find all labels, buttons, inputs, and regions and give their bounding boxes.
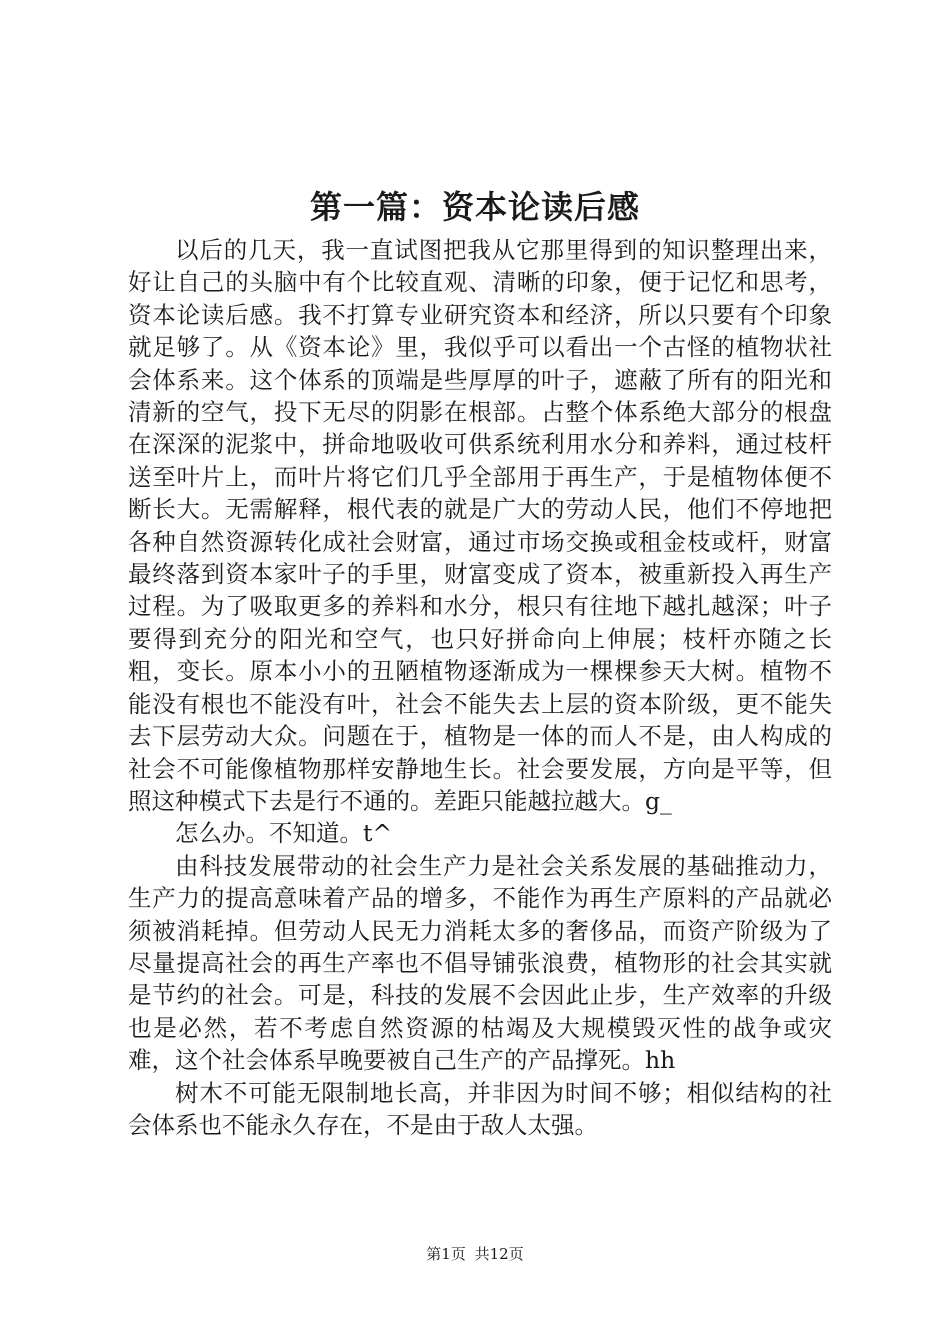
page-footer: [0, 1244, 950, 1264]
paragraph: 由科技发展带动的社会生产力是社会关系发展的基础推动力，生产力的提高意味着产品的增多，不能作为再生产原料的产品就必须被消耗掉。但劳动人民无力消耗太多的奢侈品，而资产阶级为了尽量提高社会的再生产率也不倡导铺张浪费，植物形的社会其实就是节约的社会。可是，科技的发展不会因此止步，生产效率的升级也是必然，若不考虑自然资源的枯竭及大规模毁灭性的战争或灾难，这个社会体系早晚要被自己生产的产品撑死。hh: [128, 851, 832, 1075]
paragraph: 以后的几天，我一直试图把我从它那里得到的知识整理出来，好让自己的头脑中有个比较直观、清晰的印象，便于记忆和思考，资本论读后感。我不打算专业研究资本和经济，所以只要有个印象就足够了。从《资本论》里，我似乎可以看出一个古怪的植物状社会体系来。这个体系的顶端是些厚厚的叶子，遮蔽了所有的阳光和清新的空气，投下无尽的阴影在根部。占整个体系绝大部分的根盘在深深的泥浆中，拼命地吸收可供系统利用水分和养料，通过枝杆送至叶片上，而叶片将它们几乎全部用于再生产，于是植物体便不断长大。无需解释，根代表的就是广大的劳动人民，他们不停地把各种自然资源转化成社会财富，通过市场交换或租金枝或杆，财富最终落到资本家叶子的手里，财富变成了资本，被重新投入再生产过程。为了吸取更多的养料和水分，根只有往地下越扎越深；叶子要得到充分的阳光和空气，也只好拼命向上伸展；枝杆亦随之长粗，变长。原本小小的丑陋植物逐渐成为一棵棵参天大树。植物不能没有根也不能没有叶，社会不能失去上层的资本阶级，更不能失去下层劳动大众。问题在于，植物是一体的而人不是，由人构成的社会不可能像植物那样安静地生长。社会要发展，方向是平等，但照这种模式下去是行不通的。差距只能越拉越大。g_: [128, 236, 832, 815]
paragraph: 树木不可能无限制地长高，并非因为时间不够；相似结构的社会体系也不能永久存在，不是由于敌人太强。: [128, 1078, 832, 1139]
page-number: 第1页: [426, 1245, 466, 1263]
page-title: 第一篇：资本论读后感: [309, 188, 640, 226]
page-total: 共12页: [474, 1245, 524, 1263]
article-body: [128, 234, 832, 1141]
paragraph: 怎么办。不知道。t^: [175, 819, 393, 848]
